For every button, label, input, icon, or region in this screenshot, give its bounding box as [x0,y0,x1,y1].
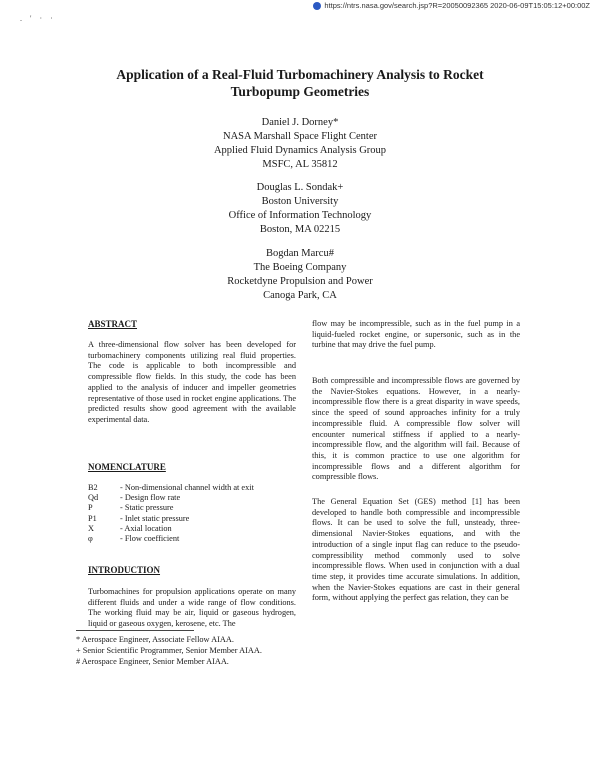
scan-specks: . ' · · [20,14,56,23]
nomenclature-row [88,524,296,534]
nom-symbol: φ [88,534,93,544]
nomenclature-row [88,493,296,503]
nom-symbol: P1 [88,513,97,523]
author-dept: Rocketdyne Propulsion and Power [227,276,373,287]
author-address: MSFC, AL 35812 [262,159,338,170]
nom-symbol: P [88,503,93,513]
footnotes [76,634,376,667]
right-paragraph-1 [312,319,520,351]
nom-definition: - Design flow rate [120,493,181,503]
nom-definition: - Inlet static pressure [120,513,190,523]
author-dept: Office of Information Technology [228,210,372,221]
right-paragraph-3 [312,497,520,604]
nom-definition: - Flow coefficient [120,534,180,544]
introduction-text [88,587,296,630]
nomenclature-row [88,534,296,544]
author-org: The Boeing Company [253,262,347,273]
nomenclature-row [88,514,296,524]
footnote: * Aerospace Engineer, Associate Fellow AIAA. [76,635,234,644]
source-url-text: https://ntrs.nasa.gov/search.jsp?R=20050092365 2020-06-09T15:05:12+00:00Z [324,1,590,10]
introduction-heading: INTRODUCTION [88,565,161,575]
nomenclature-list [88,483,296,544]
abstract-heading: ABSTRACT [88,319,138,329]
nom-definition: - Non-dimensional channel width at exit [120,483,254,492]
abstract-text [88,340,296,426]
introduction-paragraph: Turbomachines for propulsion applications operate on many different fluids and under a wide range of flow conditions. The working fluid may be air, liquid or gaseous hydrogen, liquid or gaseous oxygen, kerosene, etc. The [88,587,296,629]
nom-definition: - Axial location [120,523,172,533]
abstract-paragraph: A three-dimensional flow solver has been developed for turbomachinery components utilizing real fluid properties. The code is applicable to both incompressible and compressible flow fields. In this study, the code has been applied to the analysis of inducer and impeller geometries representative of those used in rocket engine applications. The predicted results show good agreement with the available experimental data. [88,340,296,424]
author-address: Canoga Park, CA [263,290,337,301]
footnote: # Aerospace Engineer, Senior Member AIAA. [76,657,229,666]
nom-symbol: B2 [88,483,98,492]
author-dept: Applied Fluid Dynamics Analysis Group [213,145,387,156]
author-name: Douglas L. Sondak+ [256,182,344,193]
author-block-3 [150,247,450,303]
author-name: Daniel J. Dorney* [261,117,339,128]
footnote: + Senior Scientific Programmer, Senior Member AIAA. [76,646,262,655]
globe-icon [313,2,321,10]
nomenclature-row [88,483,296,493]
author-block-2 [150,181,450,237]
body-paragraph: Both compressible and incompressible flows are governed by the Navier-Stokes equations. However, in a nearly-incompressible flow there is a great disparity in wave speeds, since the speed of sound approaches infinity for a truly incompressible fluid. A compressible flow solver will encounter numerical stiffness if applied to a nearly-incompressible flow, and the algorithm will fail. Because of this, it is common practice to use one algorithm for incompressible flows and a different algorithm for compressible flows. [312,376,520,482]
nom-definition: - Static pressure [120,503,174,513]
author-name: Bogdan Marcu# [266,248,334,259]
author-block-1 [150,116,450,172]
right-paragraph-2 [312,376,520,483]
body-paragraph: The General Equation Set (GES) method [1] has been developed to handle both compressible and incompressible flows. It can be used to solve the full, unsteady, three-dimensional Navier-Stokes equations, and with the introduction of a single input flag can reduce to the pseudo-compressibility method commonly used to solve incompressible flows. When used in conjunction with a dual time step, it provides time accurate simulations. In addition, when the Navier-Stokes equations are cast in their general form, without applying the perfect gas relation, they can be [312,497,520,603]
nom-symbol: X [88,523,94,533]
author-org: Boston University [261,196,339,207]
source-url [313,1,590,10]
nom-symbol: Qd [88,493,99,503]
nomenclature-row [88,503,296,513]
author-address: Boston, MA 02215 [259,224,341,235]
author-org: NASA Marshall Space Flight Center [223,131,377,142]
footnote-rule [76,630,194,631]
nomenclature-heading: NOMENCLATURE [88,462,166,472]
paper-title: Application of a Real-Fluid Turbomachinery Analysis to Rocket Turbopump Geometries [116,67,484,99]
body-paragraph: flow may be incompressible, such as in the fuel pump in a liquid-fueled rocket engine, or supersonic, such as in the turbine that may drive the fuel pump. [312,319,520,350]
